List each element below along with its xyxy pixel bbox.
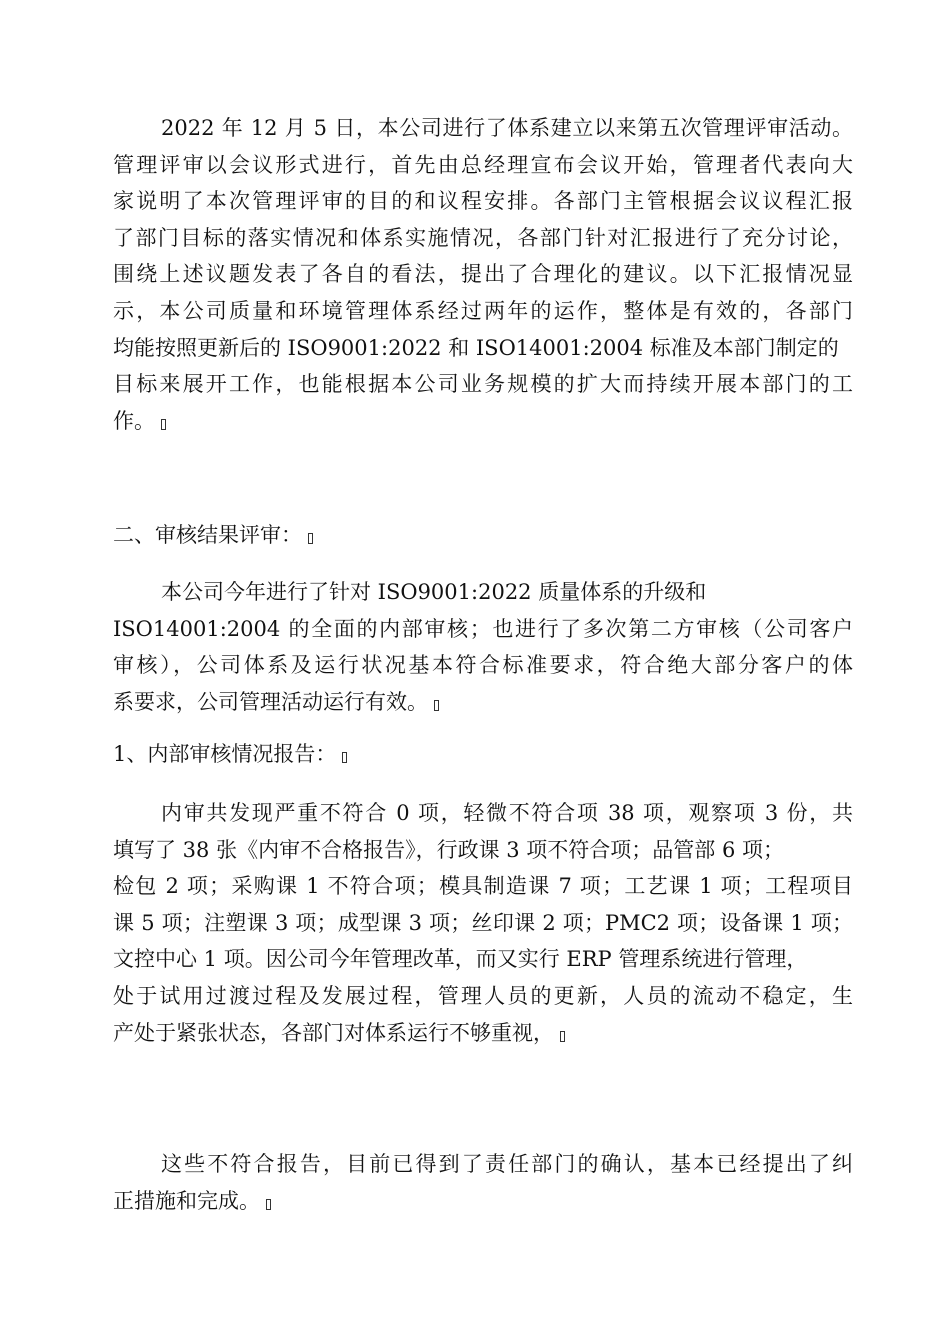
paragraph-internal-audit — [113, 795, 853, 1051]
text-line: 填写了 38 张《内审不合格报告》，行政课 3 项不符合项；品管部 6 项； — [113, 837, 784, 862]
text-line — [113, 1015, 853, 1052]
section-heading — [113, 517, 853, 554]
subsection-heading — [113, 736, 853, 773]
paragraph-audit-summary — [113, 574, 853, 720]
paragraph-mark-icon — [161, 419, 166, 430]
text-line: 2022 年 12 月 5 日，本公司进行了体系建立以来第五次管理评审活动。 — [161, 116, 853, 140]
text-line-content: 系要求，公司管理活动运行有效。 — [113, 689, 428, 714]
paragraph-mark-icon — [342, 752, 347, 763]
text-line-content: 作。 — [113, 408, 155, 433]
text-line: 家说明了本次管理评审的目的和议程安排。各部门主管根据会议议程汇报 — [113, 189, 853, 214]
heading-text: 1、内部审核情况报告： — [113, 742, 337, 766]
text-line-content: 产处于紧张状态，各部门对体系运行不够重视， — [113, 1020, 554, 1045]
text-line-content: 正措施和完成。 — [113, 1188, 260, 1213]
text-line: 审核），公司体系及运行状况基本符合标准要求，符合绝大部分客户的体 — [113, 653, 853, 678]
text-line: 了部门目标的落实情况和体系实施情况，各部门针对汇报进行了充分讨论， — [113, 225, 853, 250]
text-line: 课 5 项；注塑课 3 项；成型课 3 项；丝印课 2 项；PMC2 项；设备课 1 项； — [113, 910, 853, 935]
text-line — [113, 1183, 853, 1220]
text-line: 目标来展开工作，也能根据本公司业务规模的扩大而持续开展本部门的工 — [113, 372, 853, 397]
text-line: 均能按照更新后的 ISO9001:2022 和 ISO14001:2004 标准及本部门制定的 — [113, 335, 839, 360]
text-line — [113, 517, 853, 554]
text-line: ISO14001:2004 的全面的内部审核；也进行了多次第二方审核（公司客户 — [113, 616, 853, 641]
paragraph-intro — [113, 110, 853, 439]
heading-text: 二、审核结果评审： — [113, 523, 302, 547]
text-line — [113, 684, 853, 721]
text-line: 这些不符合报告，目前已得到了责任部门的确认，基本已经提出了纠 — [161, 1152, 853, 1176]
text-line — [113, 736, 853, 773]
paragraph-closing — [113, 1146, 853, 1219]
text-line: 文控中心 1 项。因公司今年管理改革，而又实行 ERP 管理系统进行管理， — [113, 947, 808, 972]
text-line: 示，本公司质量和环境管理体系经过两年的运作，整体是有效的，各部门 — [113, 298, 853, 323]
text-line: 本公司今年进行了针对 ISO9001:2022 质量体系的升级和 — [161, 580, 707, 604]
text-line: 围绕上述议题发表了各自的看法，提出了合理化的建议。以下汇报情况显 — [113, 262, 853, 287]
text-line: 管理评审以会议形式进行，首先由总经理宣布会议开始，管理者代表向大 — [113, 152, 853, 177]
paragraph-mark-icon — [308, 533, 313, 544]
text-line: 处于试用过渡过程及发展过程，管理人员的更新，人员的流动不稳定，生 — [113, 983, 853, 1008]
text-line: 检包 2 项；采购课 1 不符合项；模具制造课 7 项；工艺课 1 项；工程项目 — [113, 874, 853, 899]
text-line: 内审共发现严重不符合 0 项，轻微不符合项 38 项，观察项 3 份，共 — [161, 801, 853, 825]
text-line — [113, 403, 853, 440]
paragraph-mark-icon — [266, 1199, 271, 1210]
paragraph-mark-icon — [434, 700, 439, 711]
paragraph-mark-icon — [560, 1031, 565, 1042]
